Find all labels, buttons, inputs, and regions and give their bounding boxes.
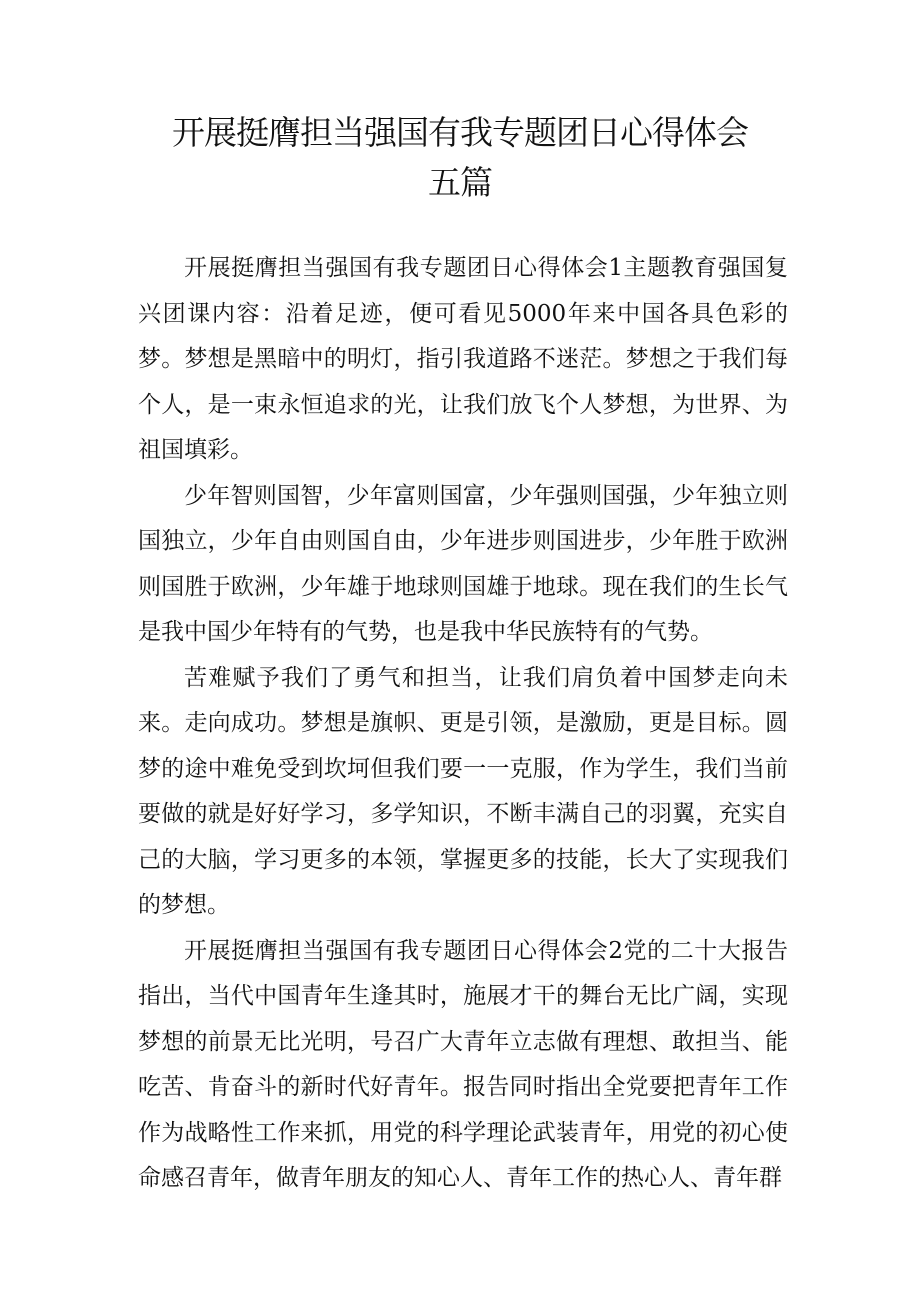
paragraph-3: 苦难赋予我们了勇气和担当，让我们肩负着中国梦走向未来。走向成功。梦想是旗帜、更是引领，是激励，更是目标。圆梦的途中难免受到坎坷但我们要一一克服，作为学生，我们当前要做的就是好好学习，多学知识，不断丰满自己的羽翼，充实自己的大脑，学习更多的本领，掌握更多的技能，长大了实现我们的梦想。 — [138, 664, 788, 918]
title-line-1: 开展挺膺担当强国有我专题团日心得体会 — [172, 113, 748, 152]
paragraph-2: 少年智则国智，少年富则国富，少年强则国强，少年独立则国独立，少年自由则国自由，少年进步则国进步，少年胜于欧洲则国胜于欧洲，少年雄于地球则国雄于地球。现在我们的生长气是我中国少年特有的气势，也是我中华民族特有的气势。 — [138, 482, 788, 645]
document-body — [138, 246, 788, 1202]
paragraph-1: 开展挺膺担当强国有我专题团日心得体会1主题教育强国复兴团课内容：沿着足迹，便可看见5000年来中国各具色彩的梦。梦想是黑暗中的明灯，指引我道路不迷茫。梦想之于我们每个人，是一束永恒追求的光，让我们放飞个人梦想，为世界、为祖国填彩。 — [138, 255, 788, 463]
document-title — [120, 108, 800, 208]
paragraph-4: 开展挺膺担当强国有我专题团日心得体会2党的二十大报告指出，当代中国青年生逢其时，施展才干的舞台无比广阔，实现梦想的前景无比光明，号召广大青年立志做有理想、敢担当、能吃苦、肯奋斗的新时代好青年。报告同时指出全党要把青年工作作为战略性工作来抓，用党的科学理论武装青年，用党的初心使命感召青年，做青年朋友的知心人、青年工作的热心人、青年群 — [138, 937, 788, 1191]
title-line-2: 五篇 — [428, 163, 492, 202]
